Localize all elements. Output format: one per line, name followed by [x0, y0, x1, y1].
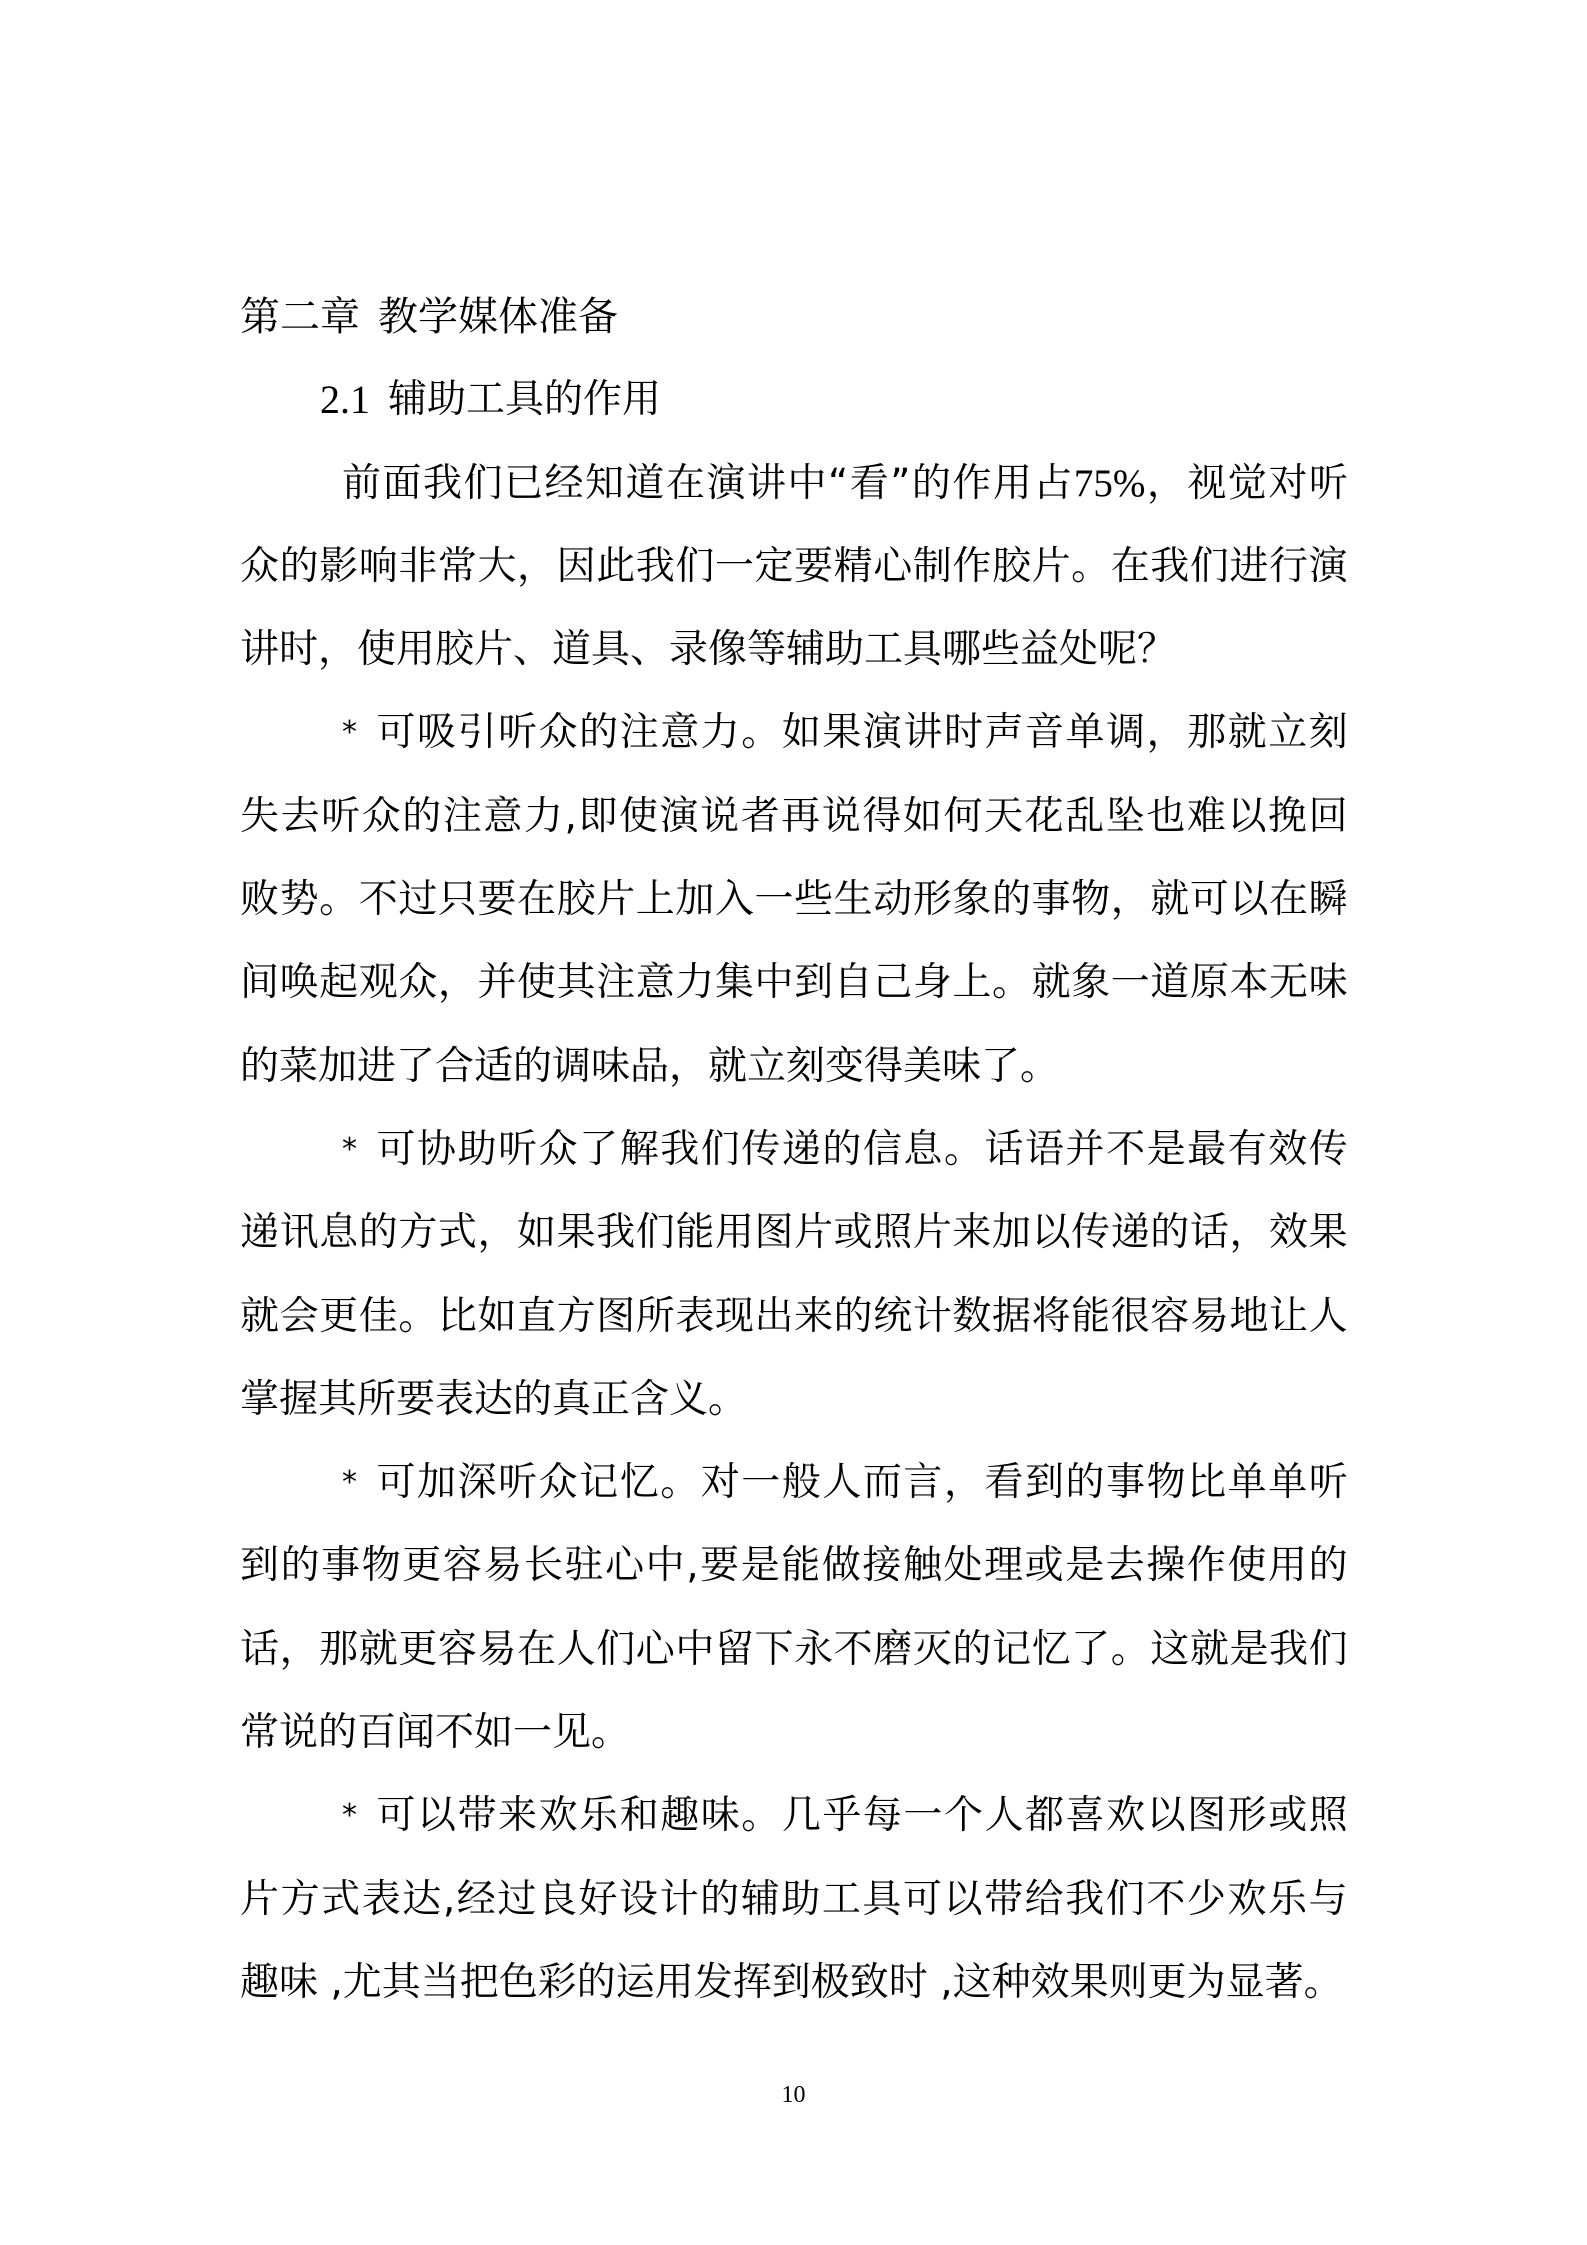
- text-line: [240, 621, 1348, 704]
- text-line: 片 方 式 表 达 , 经 过 良 好 设 计 的 辅 助 工 具 可 以 带 给 我 们 不 少 欢 乐 与: [240, 1876, 1348, 1922]
- bullet-paragraph: [240, 704, 1348, 1120]
- chapter-title-text: 教学媒体准备: [378, 294, 618, 340]
- text-line: * 可 协 助 听 众 了 解 我 们 传 递 的 信 息 。 话 语 并 不 是 最 有 效 传: [240, 1121, 1348, 1204]
- text-line: 败 势 。 不 过 只 要 在 胶 片 上 加 入 一 些 生 动 形 象 的 事 物 ， 就 可 以 在 瞬: [240, 877, 1348, 923]
- text-line: 话 ， 那 就 更 容 易 在 人 们 心 中 留 下 永 不 磨 灭 的 记 忆 了 。 这 就 是 我 们: [240, 1626, 1348, 1672]
- asterisk-bullet-icon: *: [342, 1798, 357, 1834]
- text-line: 递 讯 息 的 方 式 ， 如 果 我 们 能 用 图 片 或 照 片 来 加 以 传 递 的 话 ， 效 果: [240, 1210, 1348, 1256]
- line-text: 趣味 ,尤其当把色彩的运用发挥到极致时 ,这种效果则更为显著。: [240, 1959, 1343, 2005]
- text-line: * 可 加 深 听 众 记 忆 。 对 一 般 人 而 言 ， 看 到 的 事 物 比 单 单 听: [240, 1454, 1348, 1537]
- text-line: 失 去 听 众 的 注 意 力 , 即 使 演 说 者 再 说 得 如 何 天 花 乱 坠 也 难 以 挽 回: [240, 793, 1348, 839]
- bullet-paragraph: [240, 1454, 1348, 1787]
- text-line: 众 的 影 响 非 常 大 ， 因 此 我 们 一 定 要 精 心 制 作 胶 片 。 在 我 们 进 行 演: [240, 543, 1348, 589]
- section-number: 2.1: [320, 377, 370, 423]
- line-text: 讲时，使用胶片、道具、录像等辅助工具哪些益处呢？: [240, 627, 1177, 673]
- text-line: 间 唤 起 观 众 ， 并 使 其 注 意 力 集 中 到 自 己 身 上 。 就 象 一 道 原 本 无 味: [240, 960, 1348, 1006]
- chapter-title: [240, 288, 1348, 371]
- text-line: * 可 吸 引 听 众 的 注 意 力 。 如 果 演 讲 时 声 音 单 调 ， 那 就 立 刻: [240, 704, 1348, 787]
- bullet-paragraph: [240, 1121, 1348, 1454]
- page-content: [240, 288, 1348, 2037]
- line-text: 的菜加进了合适的调味品，就立刻变得美味了。: [240, 1043, 1060, 1089]
- line-text: 常说的百闻不如一见。: [240, 1710, 631, 1756]
- page-number: 10: [781, 2082, 806, 2108]
- intro-paragraph: [240, 455, 1348, 705]
- chapter-label: 第二章: [240, 294, 360, 340]
- text-line: * 可 以 带 来 欢 乐 和 趣 味 。 几 乎 每 一 个 人 都 喜 欢 以 图 形 或 照: [240, 1787, 1348, 1870]
- section-heading: [240, 371, 1348, 454]
- bullet-paragraph: [240, 1787, 1348, 2037]
- body-paragraphs: [240, 455, 1348, 2038]
- line-text: 掌握其所要表达的真正含义。: [240, 1376, 748, 1422]
- text-line: [240, 1038, 1348, 1121]
- text-line: 前 面 我 们 已 经 知 道 在 演 讲 中 “ 看 ” 的 作 用 占 75% ， 视 觉 对 听: [342, 460, 1348, 506]
- section-title-text: 辅助工具的作用: [388, 377, 662, 423]
- asterisk-bullet-icon: *: [342, 715, 357, 751]
- text-line: [240, 1954, 1348, 2037]
- asterisk-bullet-icon: *: [342, 1465, 357, 1501]
- text-line: 就 会 更 佳 。 比 如 直 方 图 所 表 现 出 来 的 统 计 数 据 将 能 很 容 易 地 让 人: [240, 1293, 1348, 1339]
- text-line: [240, 1371, 1348, 1454]
- asterisk-bullet-icon: *: [342, 1131, 357, 1167]
- text-line: [240, 1704, 1348, 1787]
- text-line: 到 的 事 物 更 容 易 长 驻 心 中 , 要 是 能 做 接 触 处 理 或 是 去 操 作 使 用 的: [240, 1543, 1348, 1589]
